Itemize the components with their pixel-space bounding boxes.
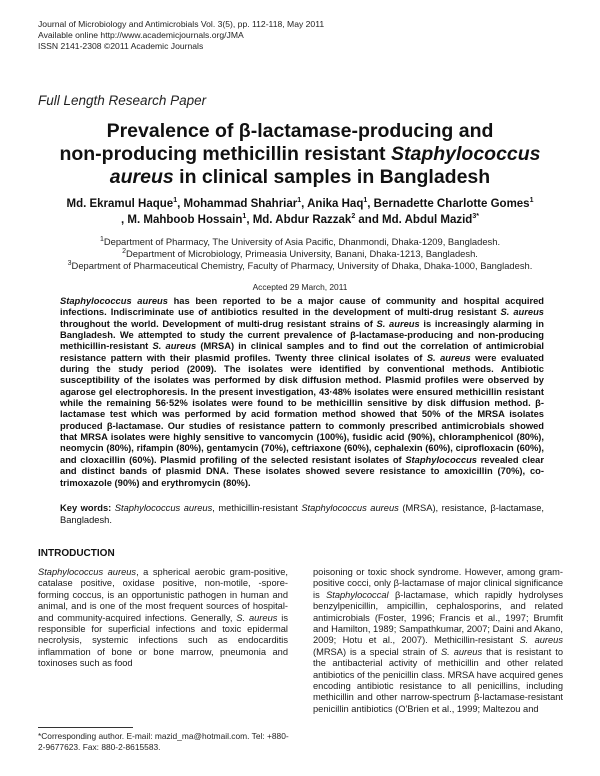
abstract	[60, 296, 544, 489]
author: , Mohammad Shahriar	[177, 198, 298, 210]
author-sup: 1	[363, 197, 368, 205]
accepted-date: Accepted 29 March, 2011	[252, 282, 348, 292]
author: , Bernadette Charlotte Gomes	[367, 198, 530, 210]
author: , M. Mahboob Hossain	[121, 214, 243, 226]
author-sup: 1	[173, 197, 178, 205]
introduction-left-column: Staphylococcus aureus, a spherical aerobic gram-positive, catalase positive, oxidase positive, non-motile, -spore-forming coccus, is an opportunistic pathogen in human and animal, and is one of the most frequent sources of hospital- and community-acquired infections. Generally, S. aureus is responsible for superficial infections and toxic epidermal necrolysis, systemic infections such as endocarditis inflammation of bone or bone marrow, pneumonia and toxinoses such as food	[38, 567, 289, 669]
abstract-text: Staphylococcus aureus has been reported to be a major cause of community and hospital acquired infections. Indiscriminate use of antibiotics resulted in the development of multi-drug resistant S. aureus throughout the world. Development of multi-drug resistant strains of S. aureus is increasingly alarming in Bangladesh. We attempted to study the current prevalence of β-lactamase-producing and non-producing methicillin-resistant S. aureus (MRSA) in clinical samples and to find out the correlation of antimicrobial resistance pattern with their plasmid profiles. Twenty three clinical isolates of S. aureus were evaluated during the study period (2009). The isolates were identified by conventional methods. Antibiotic susceptibility of the isolates was performed by disk diffusion method. Plasmid profiles were observed by agarose gel electrophoresis. In the present investigation, 43·48% isolates were ensured methicillin resistant while the remaining 56·52% isolates were found to be methicillin sensitive by disk diffusion method. β-lactamase test which was performed by acid formation method showed that 50% of the MRSA isolates produced β-lactamase. Our studies of resistance pattern to commonly prescribed antimicrobials showed that MRSA isolates were highly sensitive to vancomycin (100%), fusidic acid (90%), chloramphenicol (80%), neomycin (80%), rifampin (80%), gentamycin (70%), ceftriaxone (60%), cephalexin (60%), ciprofloxacin (60%), and cloxacillin (60%). Plasmid profiling of the selected resistant isolates of Staphylococcus revealed clear and distinct bands of plasmid DNA. These isolates showed severe resistance to amoxicillin (70%), co-trimoxazole (90%) and erythromycin (80%).	[60, 296, 545, 488]
author-sup: 1	[242, 213, 247, 221]
title-line3: in clinical samples in Bangladesh	[173, 166, 491, 188]
affiliations	[40, 236, 560, 273]
author-sup: 1	[297, 197, 302, 205]
author: and Md. Abdul Mazid	[355, 214, 473, 226]
title-line1: Prevalence of β-lactamase-producing and	[106, 120, 494, 142]
affiliation: $^2$Department of Microbiology, Primeasia University, Banani, Dhaka-1213, Bangladesh.	[122, 248, 478, 260]
keywords-label: Key words:	[60, 503, 112, 513]
title-line2: non-producing methicillin resistant	[59, 143, 391, 165]
journal-header	[38, 19, 324, 52]
section-heading-introduction: INTRODUCTION	[38, 548, 115, 559]
author: , Anika Haq	[301, 198, 364, 210]
paper-title	[40, 120, 560, 189]
journal-issn: ISSN 2141-2308 ©2011 Academic Journals	[38, 41, 204, 51]
keywords: Key words: Staphylococcus aureus, methicillin-resistant Staphylococcus aureus (MRSA), resistance, β-lactamase, Bangladesh.	[60, 503, 544, 525]
corresponding-author-footnote: *Corresponding author. E-mail: mazid_ma@hotmail.com. Tel: +880-2-9677623. Fax: 880-2-8615583.	[38, 731, 289, 752]
affiliation: $^3$Department of Pharmaceutical Chemistry, Faculty of Pharmacy, University of Dhaka, Dhaka-1000, Bangladesh.	[67, 260, 533, 272]
author-sup: 2	[351, 213, 356, 221]
journal-url: Available online http://www.academicjournals.org/JMA	[38, 30, 244, 40]
footnote-divider	[38, 727, 133, 728]
introduction-right-column: poisoning or toxic shock syndrome. However, among gram-positive cocci, only β-lactamase of major clinical significance is Staphylococcal β-lactamase, which rapidly hydrolyses benzylpenicillin, ampicillin, cephalosporins, and related antimicrobials (Foster, 1996; Francis et al., 1997; Brumfit and Hamilton, 1989; Sampathkumar, 2007; Daini and Akano, 2009; Hotu et al., 2007). Methicillin-resistant S. aureus (MRSA) is a special strain of S. aureus that is resistant to the antibacterial activity of methicillin and other related antibiotics of the penicillin class. MRSA have acquired genes encoding antibiotic resistance to all penicillins, including methicillin and other narrow-spectrum β-lactamase-resistant penicillin antibiotics (O'Brien et al., 1999; Maltezou and	[313, 567, 563, 714]
author-list	[40, 196, 560, 228]
author-sup: 1	[529, 197, 534, 205]
author: Md. Ekramul Haque	[66, 198, 174, 210]
journal-citation: Journal of Microbiology and Antimicrobials Vol. 3(5), pp. 112-118, May 2011	[38, 19, 325, 29]
paper-type: Full Length Research Paper	[38, 93, 207, 108]
author-sup: 3*	[472, 213, 479, 221]
author: , Md. Abdur Razzak	[246, 214, 352, 226]
affiliation: $^1$Department of Pharmacy, The University of Asia Pacific, Dhanmondi, Dhaka-1209, Bangladesh.	[99, 235, 501, 247]
title-organism: Staphylococcus aureus	[109, 143, 541, 188]
